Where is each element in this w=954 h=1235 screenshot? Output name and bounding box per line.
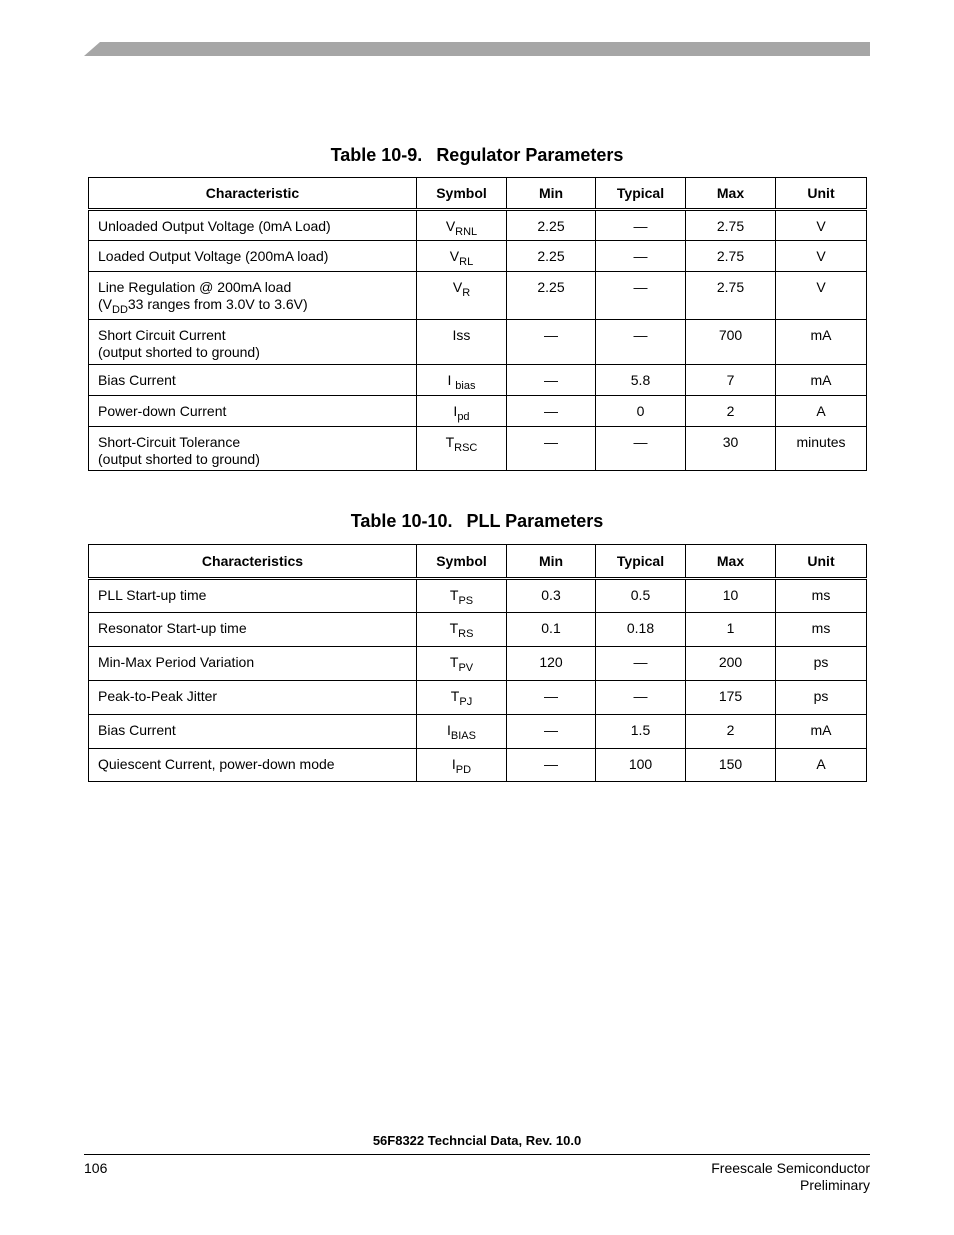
characteristic-line: Bias Current	[98, 372, 176, 388]
symbol-subscript: RSC	[454, 442, 478, 454]
characteristic-line: Bias Current	[98, 722, 176, 738]
characteristic-line	[98, 296, 407, 316]
characteristic-line: Quiescent Current, power-down mode	[98, 756, 335, 772]
column-header: Symbol	[417, 178, 507, 210]
max-cell: 2.75	[686, 241, 776, 272]
typ-cell: —	[596, 681, 686, 715]
symbol-subscript: RS	[458, 628, 474, 640]
table-row	[89, 613, 867, 647]
symbol-subscript: PV	[458, 662, 474, 674]
max-cell: 700	[686, 320, 776, 365]
unit-cell: A	[776, 396, 867, 427]
typ-cell: 1.5	[596, 715, 686, 749]
table-row	[89, 396, 867, 427]
typ-cell: 0	[596, 396, 686, 427]
max-cell: 2.75	[686, 272, 776, 320]
column-header: Min	[507, 545, 596, 579]
symbol-subscript: BIAS	[450, 730, 476, 742]
table-number: Table 10-9.	[330, 145, 423, 165]
symbol-subscript: RL	[459, 256, 474, 268]
characteristic-line: (output shorted to ground)	[98, 451, 260, 467]
symbol-cell	[417, 427, 507, 471]
column-header: Unit	[776, 178, 867, 210]
column-header: Characteristic	[89, 178, 417, 210]
table-row	[89, 579, 867, 613]
characteristic-line: Short Circuit Current	[98, 327, 226, 343]
symbol-letter: I	[447, 372, 456, 388]
table-row	[89, 749, 867, 782]
symbol-letter: Iss	[452, 327, 471, 343]
characteristic-cell	[89, 396, 417, 427]
characteristic-cell	[89, 320, 417, 365]
max-cell: 30	[686, 427, 776, 471]
symbol-letter: T	[445, 434, 455, 450]
max-cell: 2	[686, 715, 776, 749]
characteristic-cell	[89, 365, 417, 396]
table-header-row	[89, 545, 867, 579]
table-10-10-caption	[0, 511, 954, 532]
symbol-letter: T	[449, 587, 459, 603]
table-title: Regulator Parameters	[436, 145, 624, 165]
table-row	[89, 715, 867, 749]
table-row	[89, 210, 867, 241]
subscript: DD	[112, 304, 128, 316]
symbol-subscript: PS	[458, 595, 474, 607]
symbol-cell	[417, 320, 507, 365]
column-header: Min	[507, 178, 596, 210]
characteristic-line: Unloaded Output Voltage (0mA Load)	[98, 218, 331, 234]
typ-cell: 0.5	[596, 579, 686, 613]
table-row	[89, 365, 867, 396]
min-cell: —	[507, 681, 596, 715]
characteristic-line: (output shorted to ground)	[98, 344, 260, 360]
max-cell: 2	[686, 396, 776, 427]
characteristic-cell	[89, 749, 417, 782]
symbol-subscript: pd	[457, 411, 470, 423]
max-cell: 1	[686, 613, 776, 647]
characteristic-line: Min-Max Period Variation	[98, 654, 255, 670]
symbol-letter: V	[452, 279, 463, 295]
column-header: Max	[686, 178, 776, 210]
characteristic-line: Resonator Start-up time	[98, 620, 247, 636]
symbol-letter: T	[449, 620, 459, 636]
typ-cell: 5.8	[596, 365, 686, 396]
min-cell: —	[507, 715, 596, 749]
text-part: 33 ranges from 3.0V to 3.6V)	[127, 296, 308, 312]
max-cell: 150	[686, 749, 776, 782]
min-cell: 2.25	[507, 272, 596, 320]
symbol-letter: V	[445, 218, 456, 234]
table-row	[89, 241, 867, 272]
max-cell: 2.75	[686, 210, 776, 241]
table-header-row	[89, 178, 867, 210]
symbol-letter: T	[449, 654, 459, 670]
characteristic-cell	[89, 647, 417, 681]
unit-cell: ms	[776, 579, 867, 613]
max-cell: 10	[686, 579, 776, 613]
symbol-subscript: bias	[455, 380, 476, 392]
symbol-cell	[417, 579, 507, 613]
symbol-cell	[417, 396, 507, 427]
table-row	[89, 647, 867, 681]
document-title: 56F8322 Techncial Data, Rev. 10.0	[372, 1133, 582, 1148]
symbol-letter: I	[447, 722, 451, 738]
symbol-cell	[417, 647, 507, 681]
table-row	[89, 272, 867, 320]
regulator-parameters-table	[88, 177, 867, 471]
column-header: Characteristics	[89, 545, 417, 579]
symbol-letter: I	[451, 756, 456, 772]
characteristic-line: PLL Start-up time	[98, 587, 207, 603]
symbol-letter: V	[449, 248, 460, 264]
characteristic-cell	[89, 241, 417, 272]
column-header: Symbol	[417, 545, 507, 579]
characteristic-line: Peak-to-Peak Jitter	[98, 688, 218, 704]
pll-parameters-table	[88, 544, 867, 782]
unit-cell: mA	[776, 365, 867, 396]
table-row	[89, 681, 867, 715]
characteristic-cell	[89, 681, 417, 715]
unit-cell: mA	[776, 320, 867, 365]
typ-cell: —	[596, 427, 686, 471]
symbol-cell	[417, 241, 507, 272]
symbol-cell	[417, 210, 507, 241]
min-cell: —	[507, 427, 596, 471]
unit-cell: V	[776, 272, 867, 320]
symbol-letter: T	[450, 688, 460, 704]
characteristic-cell	[89, 427, 417, 471]
unit-cell: ps	[776, 647, 867, 681]
column-header: Typical	[596, 178, 686, 210]
min-cell: —	[507, 749, 596, 782]
min-cell: —	[507, 320, 596, 365]
symbol-cell	[417, 681, 507, 715]
min-cell: 120	[507, 647, 596, 681]
characteristic-line: Line Regulation @ 200mA load	[98, 279, 292, 295]
characteristic-cell	[89, 579, 417, 613]
typ-cell: —	[596, 320, 686, 365]
table-row	[89, 320, 867, 365]
unit-cell: mA	[776, 715, 867, 749]
symbol-cell	[417, 365, 507, 396]
min-cell: 2.25	[507, 210, 596, 241]
typ-cell: —	[596, 272, 686, 320]
symbol-subscript: PJ	[459, 696, 473, 708]
symbol-subscript: RNL	[455, 226, 478, 238]
typ-cell: —	[596, 210, 686, 241]
column-header: Typical	[596, 545, 686, 579]
characteristic-line: Short-Circuit Tolerance	[98, 434, 241, 450]
document-status: Preliminary	[799, 1177, 870, 1193]
symbol-subscript: PD	[455, 764, 472, 776]
column-header: Max	[686, 545, 776, 579]
header-bar	[84, 42, 870, 56]
footer-divider	[84, 1154, 870, 1155]
symbol-cell	[417, 613, 507, 647]
table-title: PLL Parameters	[466, 511, 604, 531]
symbol-cell	[417, 749, 507, 782]
characteristic-cell	[89, 210, 417, 241]
symbol-letter: I	[453, 403, 458, 419]
min-cell: —	[507, 396, 596, 427]
unit-cell: V	[776, 210, 867, 241]
unit-cell: V	[776, 241, 867, 272]
symbol-cell	[417, 272, 507, 320]
characteristic-cell	[89, 272, 417, 320]
max-cell: 175	[686, 681, 776, 715]
company-name: Freescale Semiconductor	[711, 1160, 870, 1176]
unit-cell: A	[776, 749, 867, 782]
table-10-9-caption	[0, 145, 954, 166]
typ-cell: —	[596, 647, 686, 681]
column-header: Unit	[776, 545, 867, 579]
table-row	[89, 427, 867, 471]
unit-cell: ps	[776, 681, 867, 715]
typ-cell: 0.18	[596, 613, 686, 647]
symbol-subscript: R	[462, 287, 471, 299]
min-cell: 2.25	[507, 241, 596, 272]
symbol-cell	[417, 715, 507, 749]
page-number: 106	[84, 1160, 108, 1176]
max-cell: 200	[686, 647, 776, 681]
characteristic-cell	[89, 613, 417, 647]
unit-cell: ms	[776, 613, 867, 647]
min-cell: 0.3	[507, 579, 596, 613]
characteristic-line: Power-down Current	[98, 403, 227, 419]
typ-cell: 100	[596, 749, 686, 782]
min-cell: 0.1	[507, 613, 596, 647]
max-cell: 7	[686, 365, 776, 396]
table-number: Table 10-10.	[350, 511, 453, 531]
typ-cell: —	[596, 241, 686, 272]
text-part: (V	[98, 296, 112, 312]
unit-cell: minutes	[776, 427, 867, 471]
min-cell: —	[507, 365, 596, 396]
characteristic-cell	[89, 715, 417, 749]
characteristic-line: Loaded Output Voltage (200mA load)	[98, 248, 329, 264]
